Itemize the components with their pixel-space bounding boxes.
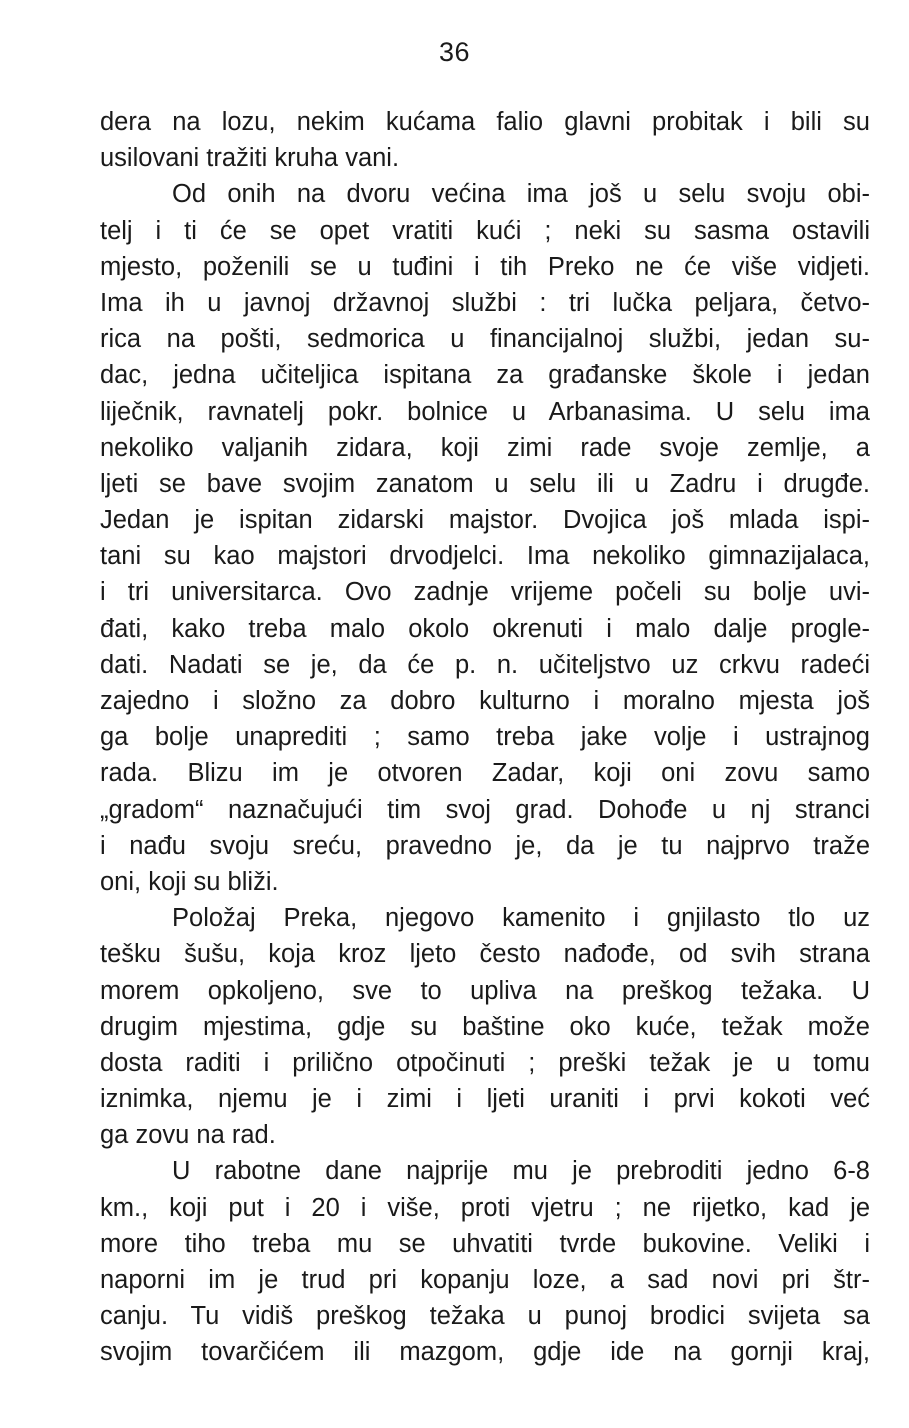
text-line: canju. Tu vidiš preškog težaka u punoj brodici svijeta sa [100, 1302, 870, 1331]
text-line: U rabotne dane najprije mu je prebroditi jedno 6-8 [172, 1157, 870, 1186]
text-line: usilovani tražiti kruha vani. [100, 144, 400, 173]
text-line: Položaj Preka, njegovo kamenito i gnjilasto tlo uz [172, 904, 870, 933]
text-line: oni, koji su bliži. [100, 867, 279, 896]
text-line: dac, jedna učiteljica ispitana za građanske škole i jedan [100, 361, 870, 390]
text-line: iznimka, njemu je i zimi i ljeti uraniti i prvi kokoti već [100, 1085, 870, 1114]
text-line: tešku šušu, koja kroz ljeto često nađođe, od svih strana [100, 940, 870, 969]
text-line: zajedno i složno za dobro kulturno i moralno mjesta još [100, 687, 870, 715]
text-line: morem opkoljeno, sve to upliva na preškog težaka. U [100, 976, 870, 1005]
text-line: i tri universitarca. Ovo zadnje vrijeme počeli su bolje uvi- [100, 578, 870, 607]
text-line: dati. Nadati se je, da će p. n. učiteljstvo uz crkvu radeći [100, 650, 870, 679]
text-line: rica na pošti, sedmorica u financijalnoj službi, jedan su- [100, 325, 870, 354]
text-line: dera na lozu, nekim kućama falio glavni probitak i bili su [100, 108, 870, 136]
text-line: mjesto, poženili se u tuđini i tih Preko ne će više vidjeti. [100, 252, 870, 281]
text-line: drugim mjestima, gdje su baštine oko kuće, težak može [100, 1012, 870, 1041]
text-line: svojim tovarčićem ili mazgom, gdje ide na gornji kraj, [100, 1338, 870, 1367]
text-line: rada. Blizu im je otvoren Zadar, koji oni zovu samo [100, 759, 870, 788]
text-line: ga zovu na rad. [100, 1121, 276, 1150]
page-number: 36 [438, 37, 471, 67]
body-text [100, 104, 870, 1371]
text-line: Jedan je ispitan zidarski majstor. Dvojica još mlada ispi- [100, 506, 870, 535]
text-line: Ima ih u javnoj državnoj službi : tri lučka peljara, četvo- [100, 288, 870, 317]
text-line: liječnik, ravnatelj pokr. bolnice u Arbanasima. U selu ima [100, 397, 870, 426]
text-line: ga bolje unaprediti ; samo treba jake volje i ustrajnog [100, 723, 870, 752]
text-line: i nađu svoju sreću, pravedno je, da je tu najprvo traže [100, 831, 870, 860]
text-line: đati, kako treba malo okolo okrenuti i malo dalje progle- [100, 614, 870, 643]
text-line: „gradom“ naznačujući tim svoj grad. Dohođe u nj stranci [100, 795, 870, 824]
text-line: more tiho treba mu se uhvatiti tvrde bukovine. Veliki i [100, 1229, 870, 1258]
text-line: telj i ti će se opet vratiti kući ; neki su sasma ostavili [100, 216, 870, 245]
text-line: ljeti se bave svojim zanatom u selu ili u Zadru i drugđe. [100, 469, 870, 498]
text-line: Od onih na dvoru većina ima još u selu svoju obi- [172, 180, 870, 209]
text-line: tani su kao majstori drvodjelci. Ima nekoliko gimnazijalaca, [100, 542, 870, 571]
text-line: nekoliko valjanih zidara, koji zimi rade svoje zemlje, a [100, 433, 870, 462]
text-line: dosta raditi i prilično otpočinuti ; preški težak je u tomu [100, 1048, 870, 1077]
text-line: naporni im je trud pri kopanju loze, a sad novi pri štr- [100, 1266, 870, 1294]
text-line: km., koji put i 20 i više, proti vjetru ; ne rijetko, kad je [100, 1193, 870, 1222]
